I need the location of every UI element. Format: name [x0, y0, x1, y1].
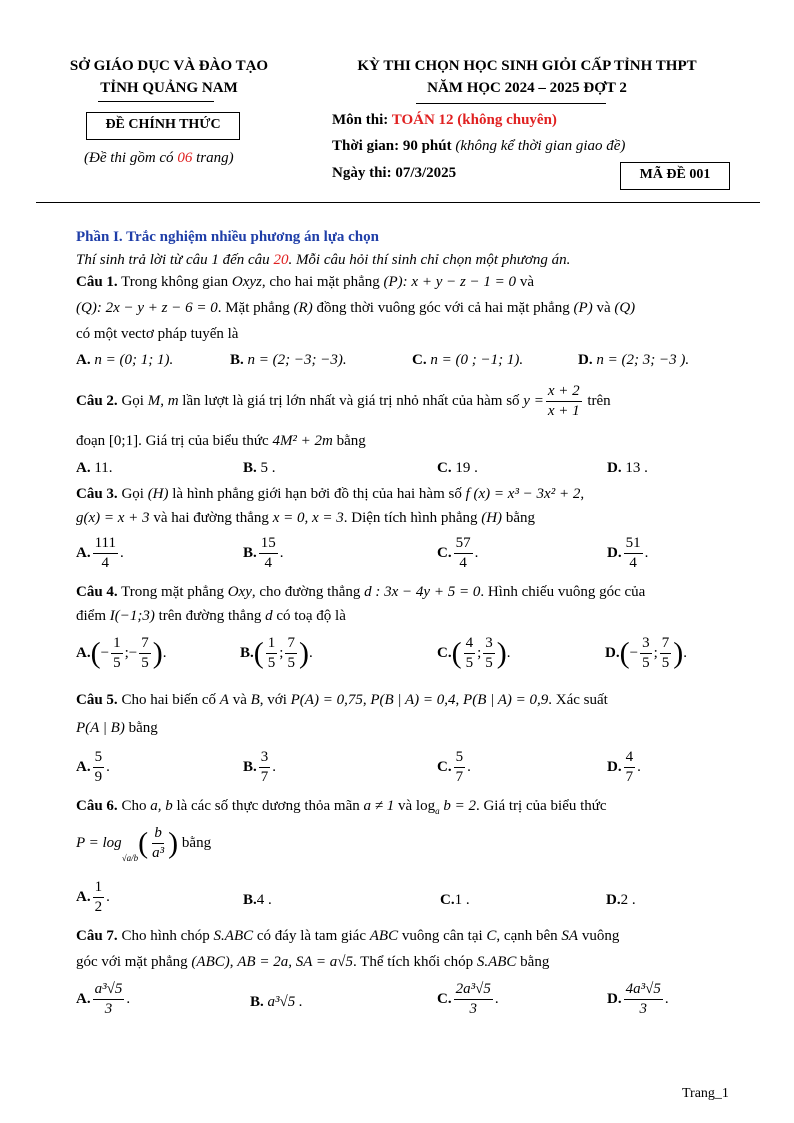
q3-t3: ,	[580, 486, 585, 502]
option-text: 2 .	[620, 892, 636, 908]
q5-p3: P(B | A) = 0,9	[463, 692, 549, 708]
q1-t4: . Mặt phẳng	[217, 300, 294, 316]
q4-line2	[76, 608, 346, 625]
q1-plane-q: (Q): 2x − y + z − 6 = 0	[76, 300, 218, 316]
denominator: 4	[264, 555, 273, 571]
q1-label: Câu 1.	[76, 274, 118, 290]
q7-t2: có đáy là tam giác	[253, 928, 370, 944]
denominator: 5	[485, 655, 493, 671]
q4-line1	[76, 584, 645, 601]
q2-t3: lần lượt là giá trị lớn nhất và giá trị nhỏ nhất của hàm số	[178, 392, 524, 409]
option-letter: A.	[76, 758, 91, 775]
numerator: 5	[454, 750, 466, 768]
q2-t5: đoạn	[76, 433, 109, 449]
q2-line2	[76, 433, 366, 450]
q1-plane-p: (P): x + y − z − 1 = 0	[383, 274, 517, 290]
q6-log: log	[415, 798, 436, 814]
q5-t3: , với	[259, 692, 291, 708]
q3-t5: . Diện tích hình phẳng	[343, 510, 482, 526]
option-letter: A.	[76, 644, 91, 661]
q6-option-c[interactable]	[440, 892, 470, 909]
q4-point: I(−1;3)	[109, 608, 155, 624]
option-text: 4 .	[256, 892, 272, 908]
option-text: n = (2; −3; −3).	[247, 352, 347, 368]
fraction	[660, 636, 672, 671]
numerator: 57	[454, 536, 473, 554]
q2-function-fraction	[546, 384, 582, 419]
option-letter: D.	[607, 758, 622, 775]
q4-t1: Trong mặt phẳng	[117, 584, 228, 600]
q1-t1: Trong không gian	[117, 274, 232, 290]
official-label: ĐỀ CHÍNH THỨC	[105, 117, 221, 132]
q7-t5: vuông	[578, 928, 620, 944]
fraction	[266, 636, 278, 671]
q5-line2	[76, 720, 158, 737]
q6-fraction	[150, 826, 166, 861]
q7-line2	[76, 954, 549, 971]
numerator: x + 2	[546, 384, 582, 402]
open-paren: (	[451, 636, 462, 670]
q1-plane-r: (R)	[293, 300, 313, 316]
q2-t1: Gọi	[117, 392, 148, 409]
time-line	[332, 138, 625, 155]
instr-num: 20	[273, 252, 289, 268]
fraction	[624, 536, 643, 571]
denominator: 5	[465, 655, 474, 671]
q1-q: (Q)	[614, 300, 636, 316]
q6-t2: là các số thực dương thỏa mãn	[172, 798, 364, 814]
q3-option-d[interactable]: D. $\frac{51}{4}$ .	[607, 535, 649, 571]
q5-option-a[interactable]: A. $\frac{5}{9}$ .	[76, 749, 110, 785]
q5-p1: P(A) = 0,75	[290, 692, 363, 708]
q1-option-d[interactable]	[578, 352, 689, 369]
denominator: 9	[94, 769, 103, 785]
q1-p: (P)	[573, 300, 593, 316]
fraction	[624, 982, 663, 1017]
q5-event-a: A	[219, 692, 229, 708]
numerator: 51	[624, 536, 643, 554]
close-paren: )	[152, 636, 163, 670]
q3-f: f (x) = x³ − 3x² + 2	[465, 486, 581, 502]
q5-t2: và	[228, 692, 251, 708]
exam-code: MÃ ĐỀ 001	[639, 167, 711, 182]
numerator: 3	[259, 750, 271, 768]
q7-t3: vuông cân tại	[398, 928, 487, 944]
q7-option-b[interactable]	[250, 994, 303, 1011]
option-letter: A.	[76, 990, 91, 1007]
time-label: Thời gian: 90 phút	[332, 138, 456, 154]
option-text: n = (2; 3; −3 ).	[596, 352, 690, 368]
q2-interval: [0;1]	[108, 433, 139, 449]
sign: −	[629, 644, 639, 661]
q6-t4: . Giá trị của biểu thức	[475, 798, 607, 814]
q2-t7: bằng	[332, 433, 366, 449]
q3-label: Câu 3.	[76, 486, 118, 502]
q6-t1: Cho	[117, 798, 151, 814]
q1-option-c[interactable]	[412, 352, 523, 369]
option-text: n = (0 ; −1; 1).	[430, 352, 524, 368]
fraction	[454, 750, 466, 785]
q3-option-c[interactable]: C. $\frac{57}{4}$ .	[437, 535, 479, 571]
option-letter: D.	[607, 460, 622, 476]
instr-b: . Mỗi câu hỏi thí sinh chỉ chọn một phương án.	[288, 252, 571, 268]
q6-option-d[interactable]	[606, 892, 636, 909]
fraction	[624, 750, 636, 785]
q6-line1	[76, 798, 607, 816]
numerator: 2a³√5	[454, 982, 493, 1000]
subject-label: Môn thi:	[332, 112, 392, 128]
pages-prefix: (Đề thi gồm có	[84, 150, 178, 166]
q5-line1: Câu 5. Cho hai biến cố A và B, với P(A) = 0,75, P(B | A) = 0,4, P(B | A) = 0,9. Xác suất	[76, 692, 608, 708]
q1-line2	[76, 300, 635, 317]
numerator: 3	[640, 636, 652, 654]
fraction	[93, 982, 125, 1017]
page-count-note	[84, 150, 234, 167]
q2-line1	[76, 384, 611, 419]
denominator: 5	[661, 655, 670, 671]
exam-date: Ngày thi: 07/3/2025	[332, 165, 457, 181]
numerator: 4	[464, 636, 476, 654]
numerator: 7	[285, 636, 297, 654]
denominator: 7	[455, 769, 464, 785]
q2-y: y =	[523, 392, 544, 409]
numerator: 4	[624, 750, 636, 768]
q2-option-d[interactable]	[607, 460, 648, 477]
denominator: 4	[101, 555, 110, 571]
fraction	[139, 636, 151, 671]
option-letter: D.	[605, 644, 620, 661]
q7-eq: AB = 2a, SA = a√5	[237, 954, 353, 970]
department-line2: TỈNH QUẢNG NAM	[100, 80, 238, 96]
denominator: x + 1	[547, 403, 580, 419]
page-number: Trang_1	[682, 1086, 729, 1101]
q7-t7: ,	[229, 954, 238, 970]
fraction	[640, 636, 652, 671]
q7-t6: góc với mặt phẳng	[76, 954, 192, 970]
q4-t3: . Hình chiếu vuông góc của	[480, 584, 646, 600]
q5-pab: P(A | B)	[76, 720, 125, 736]
header-underline-left	[98, 101, 214, 102]
option-letter: A.	[76, 352, 91, 368]
exam-title-line2: NĂM HỌC 2024 – 2025 ĐỢT 2	[427, 80, 627, 96]
q3-g: g(x) = x + 3	[76, 510, 150, 526]
option-letter: B.	[243, 758, 257, 775]
q1-t5: đồng thời vuông góc với cả hai mặt phẳng	[312, 300, 574, 316]
q1-option-b[interactable]	[230, 352, 347, 369]
q1-oxyz: Oxyz	[231, 274, 262, 290]
q4-oxy: Oxy	[227, 584, 252, 600]
q6-t3: và	[394, 798, 416, 814]
numerator: 1	[93, 880, 105, 898]
q2-m-min: m	[167, 392, 179, 409]
denominator: 7	[260, 769, 269, 785]
open-paren: (	[253, 636, 264, 670]
department-line1: SỞ GIÁO DỤC VÀ ĐÀO TẠO	[69, 58, 269, 74]
q4-t6: có toạ độ là	[272, 608, 346, 624]
q4-t2: , cho đường thẳng	[251, 584, 365, 600]
q3-t6: bằng	[502, 510, 535, 526]
denominator: 5	[642, 655, 650, 671]
numerator: 5	[93, 750, 105, 768]
q5-t5: bằng	[124, 720, 158, 736]
q6-cond1: a ≠ 1	[363, 798, 395, 814]
header-divider	[36, 202, 760, 203]
subject-line	[332, 112, 557, 129]
option-letter: D.	[607, 990, 622, 1007]
denominator: 5	[267, 655, 276, 671]
denominator: 3	[639, 1001, 647, 1017]
q3-h: (H)	[147, 486, 169, 502]
option-letter: C.	[437, 460, 452, 476]
q7-t4: , cạnh bên	[496, 928, 562, 944]
q7-abc2: (ABC)	[191, 954, 230, 970]
q7-option-c[interactable]: C. $\frac{\text{2a³√5}}{3}$ .	[437, 981, 499, 1017]
q4-line-eq: d : 3x − 4y + 5 = 0	[364, 584, 481, 600]
q5-option-b[interactable]: B. $\frac{3}{7}$ .	[243, 749, 277, 785]
q6-line2	[76, 826, 211, 863]
option-text: 5 .	[260, 460, 276, 476]
q7-t9: bằng	[516, 954, 550, 970]
q6-option-b[interactable]	[243, 892, 272, 909]
option-letter: B.	[240, 644, 254, 661]
q1-option-a[interactable]	[76, 352, 173, 369]
close-paren: )	[673, 636, 684, 670]
option-letter: B.	[250, 994, 264, 1010]
q3-t1: Gọi	[117, 486, 148, 502]
open-paren: (	[90, 636, 101, 670]
fraction	[93, 536, 118, 571]
q5-event-b: B	[250, 692, 260, 708]
q6-log-base: a	[435, 806, 440, 816]
q2-m-max: M	[147, 392, 161, 409]
fraction	[259, 750, 271, 785]
denominator: a³	[152, 845, 165, 861]
q3-line2	[76, 510, 535, 527]
close-paren: )	[496, 636, 507, 670]
exam-title-line1: KỲ THI CHỌN HỌC SINH GIỎI CẤP TỈNH THPT	[357, 58, 697, 74]
open-paren: (	[138, 826, 149, 860]
q7-line1	[76, 928, 619, 945]
fraction	[93, 750, 105, 785]
option-letter: B.	[243, 460, 257, 476]
q6-p-log: P = log	[76, 834, 122, 851]
numerator: 4a³√5	[624, 982, 663, 1000]
option-letter: C.	[437, 758, 452, 775]
q7-sabc: S.ABC	[213, 928, 254, 944]
q5-option-c[interactable]: C. $\frac{5}{7}$ .	[437, 749, 471, 785]
fraction	[111, 636, 123, 671]
denominator: 7	[625, 769, 634, 785]
q1-t2: , cho hai mặt phẳng	[261, 274, 384, 290]
q2-option-c[interactable]	[437, 460, 478, 477]
q4-t4: điểm	[76, 608, 110, 624]
part1-instructions	[76, 252, 570, 269]
q7-sabc2: S.ABC	[476, 954, 517, 970]
q5-option-d[interactable]: D. $\frac{4}{7}$ .	[607, 749, 641, 785]
q6-log-base-root: √a/b	[121, 852, 139, 863]
q3-t4: và hai đường thẳng	[149, 510, 273, 526]
fraction	[259, 536, 278, 571]
q7-abc: ABC	[369, 928, 399, 944]
option-letter: B.	[243, 892, 257, 908]
q2-t2: ,	[160, 392, 168, 409]
option-letter: D.	[606, 892, 621, 908]
q7-label: Câu 7.	[76, 928, 118, 944]
q7-t1: Cho hình chóp	[117, 928, 214, 944]
q6-ab: a, b	[150, 798, 173, 814]
q4-d: d	[265, 608, 273, 624]
numerator: 111	[93, 536, 118, 554]
q1-line1	[76, 274, 534, 291]
numerator: 1	[266, 636, 278, 654]
q5-t1: Cho hai biến cố	[117, 692, 220, 708]
q3-option-a[interactable]: A. $\frac{111}{4}$ .	[76, 535, 124, 571]
open-paren: (	[619, 636, 630, 670]
denominator: 5	[287, 655, 295, 671]
option-letter: B.	[230, 352, 244, 368]
fraction	[464, 636, 476, 671]
q4-t5: trên đường thẳng	[154, 608, 266, 624]
denominator: 5	[113, 655, 121, 671]
sign: −	[100, 644, 110, 661]
q2-label: Câu 2.	[76, 392, 118, 409]
q7-c: C	[486, 928, 497, 944]
q3-lines: x = 0, x = 3	[272, 510, 344, 526]
option-text: 1 .	[454, 892, 470, 908]
option-letter: C.	[440, 892, 455, 908]
denominator: 4	[459, 555, 467, 571]
fraction	[454, 536, 473, 571]
instr-a: Thí sinh trả lời từ câu 1 đến câu	[76, 252, 274, 268]
q2-t4: trên	[583, 392, 611, 409]
q6-t5: bằng	[178, 834, 212, 851]
q3-line1	[76, 486, 584, 503]
denominator: 2	[94, 899, 103, 915]
option-text: 13 .	[625, 460, 648, 476]
option-letter: B.	[243, 544, 257, 561]
q4-option-c[interactable]: C.( $\frac{4}{5}$ ; $\frac{3}{5}$ ).	[437, 635, 511, 671]
q6-cond2: b = 2	[439, 798, 476, 814]
pages-suffix: trang)	[192, 150, 234, 166]
denominator: 4	[629, 555, 637, 571]
option-letter: A.	[76, 544, 91, 561]
numerator: 1	[111, 636, 123, 654]
q5-p2: P(B | A) = 0,4	[370, 692, 456, 708]
pages-count: 06	[177, 150, 193, 166]
numerator: 3	[483, 636, 495, 654]
q7-sa: SA	[561, 928, 579, 944]
option-letter: D.	[607, 544, 622, 561]
part1-title: Phần I. Trắc nghiệm nhiều phương án lựa chọn	[76, 229, 379, 245]
q3-h2: (H)	[481, 510, 503, 526]
option-letter: D.	[578, 352, 593, 368]
q7-option-a[interactable]: A. $\frac{\text{a³√5}}{3}$ .	[76, 981, 131, 1017]
option-text: n = (0; 1; 1).	[94, 352, 174, 368]
close-paren: )	[298, 636, 309, 670]
fraction	[285, 636, 297, 671]
numerator: 7	[660, 636, 672, 654]
q5-t4: . Xác suất	[548, 692, 608, 708]
time-note: (không kể thời gian giao đề)	[455, 138, 626, 154]
q2-expression: 4M² + 2m	[272, 433, 333, 449]
q7-t8: . Thể tích khối chóp	[352, 954, 477, 970]
option-text: 11.	[94, 460, 113, 476]
numerator: a³√5	[93, 982, 125, 1000]
fraction	[93, 880, 105, 915]
q6-label: Câu 6.	[76, 798, 118, 814]
denominator: 3	[104, 1001, 113, 1017]
option-letter: C.	[412, 352, 427, 368]
q4-option-b[interactable]: B.( $\frac{1}{5}$ ; $\frac{7}{5}$ ).	[240, 635, 313, 671]
option-text: a³√5 .	[267, 994, 303, 1010]
q6-option-a[interactable]: A. $\frac{1}{2}$ .	[76, 879, 110, 915]
q5-label: Câu 5.	[76, 692, 118, 708]
q1-t6: và	[592, 300, 615, 316]
option-letter: A.	[76, 460, 91, 476]
numerator: 15	[259, 536, 278, 554]
sign: −	[128, 644, 138, 661]
fraction	[483, 636, 495, 671]
q4-label: Câu 4.	[76, 584, 118, 600]
option-text: 19 .	[455, 460, 478, 476]
q1-t3: và	[516, 274, 534, 290]
denominator: 5	[141, 655, 149, 671]
numerator: 7	[139, 636, 151, 654]
option-letter: C.	[437, 644, 452, 661]
close-paren: )	[168, 826, 179, 860]
q3-option-b[interactable]: B. $\frac{15}{4}$ .	[243, 535, 284, 571]
q7-option-d[interactable]: D. $\frac{\text{4a³√5}}{3}$ .	[607, 981, 669, 1017]
numerator: b	[152, 826, 164, 844]
header-underline-right	[416, 103, 606, 104]
q3-t2: là hình phẳng giới hạn bởi đồ thị của hai hàm số	[168, 486, 466, 502]
q2-option-a[interactable]	[76, 460, 113, 477]
q1-line3: có một vectơ pháp tuyến là	[76, 326, 239, 342]
denominator: 3	[469, 1001, 477, 1017]
subject-value: TOÁN 12 (không chuyên)	[391, 112, 557, 128]
option-letter: C.	[437, 990, 452, 1007]
q4-option-d[interactable]: D.(− $\frac{3}{5}$ ; $\frac{7}{5}$ ).	[605, 635, 687, 671]
q2-t6: . Giá trị của biểu thức	[138, 433, 273, 449]
option-letter: A.	[76, 888, 91, 905]
q4-option-a[interactable]: A.(− $\frac{1}{5}$ ;− $\frac{7}{5}$ ).	[76, 635, 167, 671]
fraction	[454, 982, 493, 1017]
option-letter: C.	[437, 544, 452, 561]
q2-option-b[interactable]	[243, 460, 276, 477]
